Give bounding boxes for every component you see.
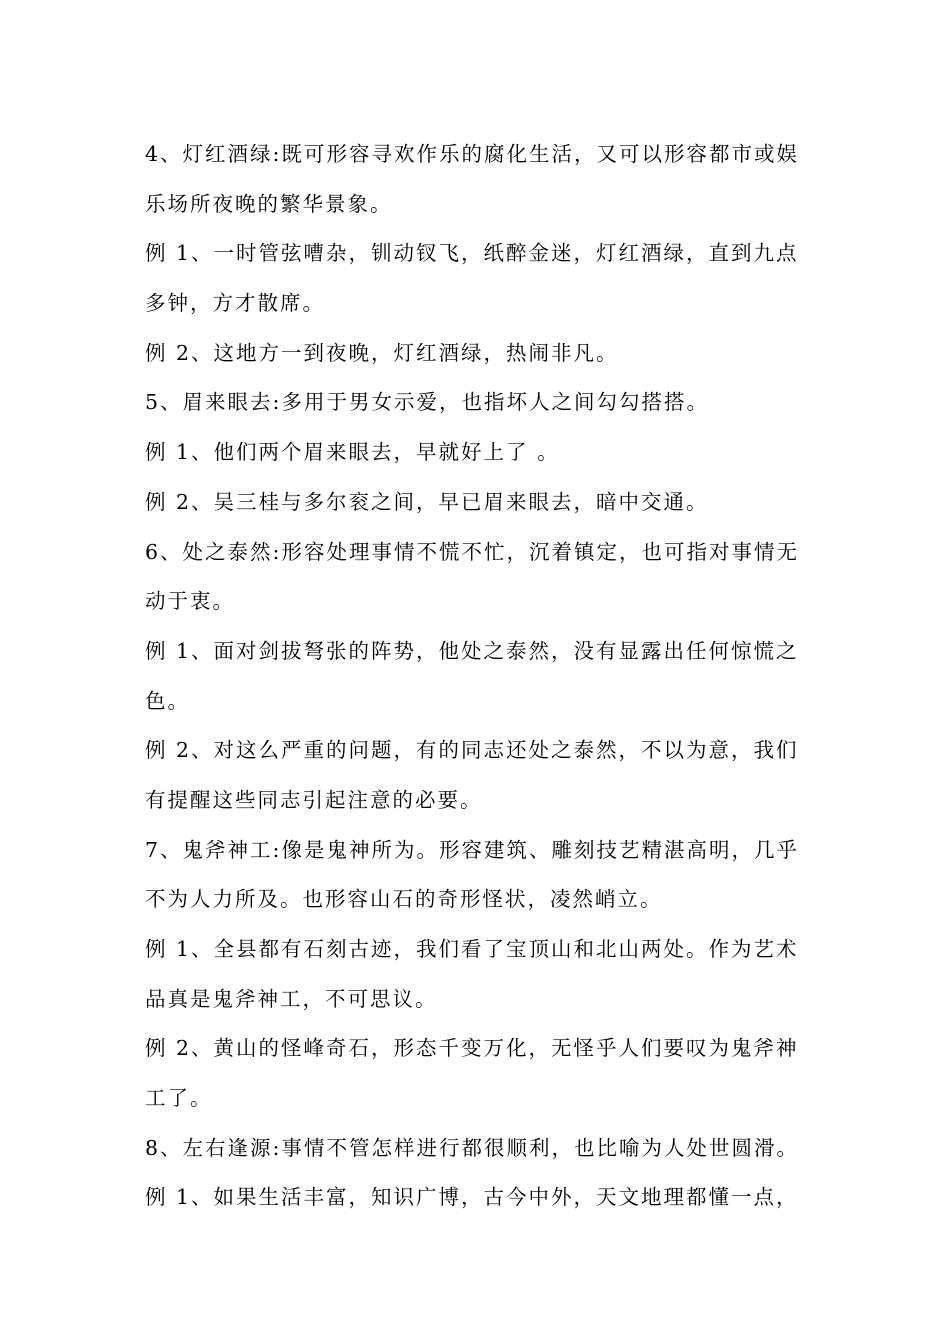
text-line: 多钟，方才散席。	[145, 291, 325, 316]
text-line: 例 1、面对剑拔弩张的阵势，他处之泰然，没有显露出任何惊慌之	[145, 638, 799, 663]
text-line: 4、灯红酒绿:既可形容寻欢作乐的腐化生活，又可以形容都市或娱	[145, 142, 799, 166]
text-line: 不为人力所及。也形容山石的奇形怪状，凌然峭立。	[145, 887, 663, 912]
text-line: 例 2、黄山的怪峰奇石，形态千变万化，无怪乎人们要叹为鬼斧神	[145, 1036, 799, 1061]
text-line: 工了。	[145, 1086, 213, 1111]
text-line: 品真是鬼斧神工，不可思议。	[145, 986, 438, 1011]
text-line: 例 1、如果生活丰富，知识广博，古今中外，天文地理都懂一点，	[145, 1185, 799, 1210]
text-line: 例 2、吴三桂与多尔衮之间，早已眉来眼去，暗中交通。	[145, 489, 709, 514]
text-line: 7、鬼斧神工:像是鬼神所为。形容建筑、雕刻技艺精湛高明，几乎	[145, 837, 799, 862]
text-line: 例 1、一时管弦嘈杂，钏动钗飞，纸醉金迷，灯红酒绿，直到九点	[145, 241, 799, 266]
text-line: 有提醒这些同志引起注意的必要。	[145, 787, 483, 812]
text-line: 动于衷。	[145, 589, 235, 614]
text-line: 例 1、他们两个眉来眼去，早就好上了 。	[145, 440, 560, 465]
text-line: 例 2、对这么严重的问题，有的同志还处之泰然，不以为意，我们	[145, 738, 799, 763]
text-line: 5、眉来眼去:多用于男女示爱，也指坏人之间勾勾搭搭。	[145, 390, 709, 415]
text-line: 例 1、全县都有石刻古迹，我们看了宝顶山和北山两处。作为艺术	[145, 937, 799, 961]
text-line: 乐场所夜晚的繁华景象。	[145, 191, 393, 216]
text-line: 例 2、这地方一到夜晚，灯红酒绿，热闹非凡。	[145, 340, 619, 365]
text-line: 8、左右逢源:事情不管怎样进行都很顺利，也比喻为人处世圆滑。	[145, 1135, 799, 1160]
text-line: 6、处之泰然:形容处理事情不慌不忙，沉着镇定，也可指对事情无	[145, 539, 799, 564]
document-body	[145, 130, 810, 1223]
text-line: 色。	[145, 688, 190, 713]
